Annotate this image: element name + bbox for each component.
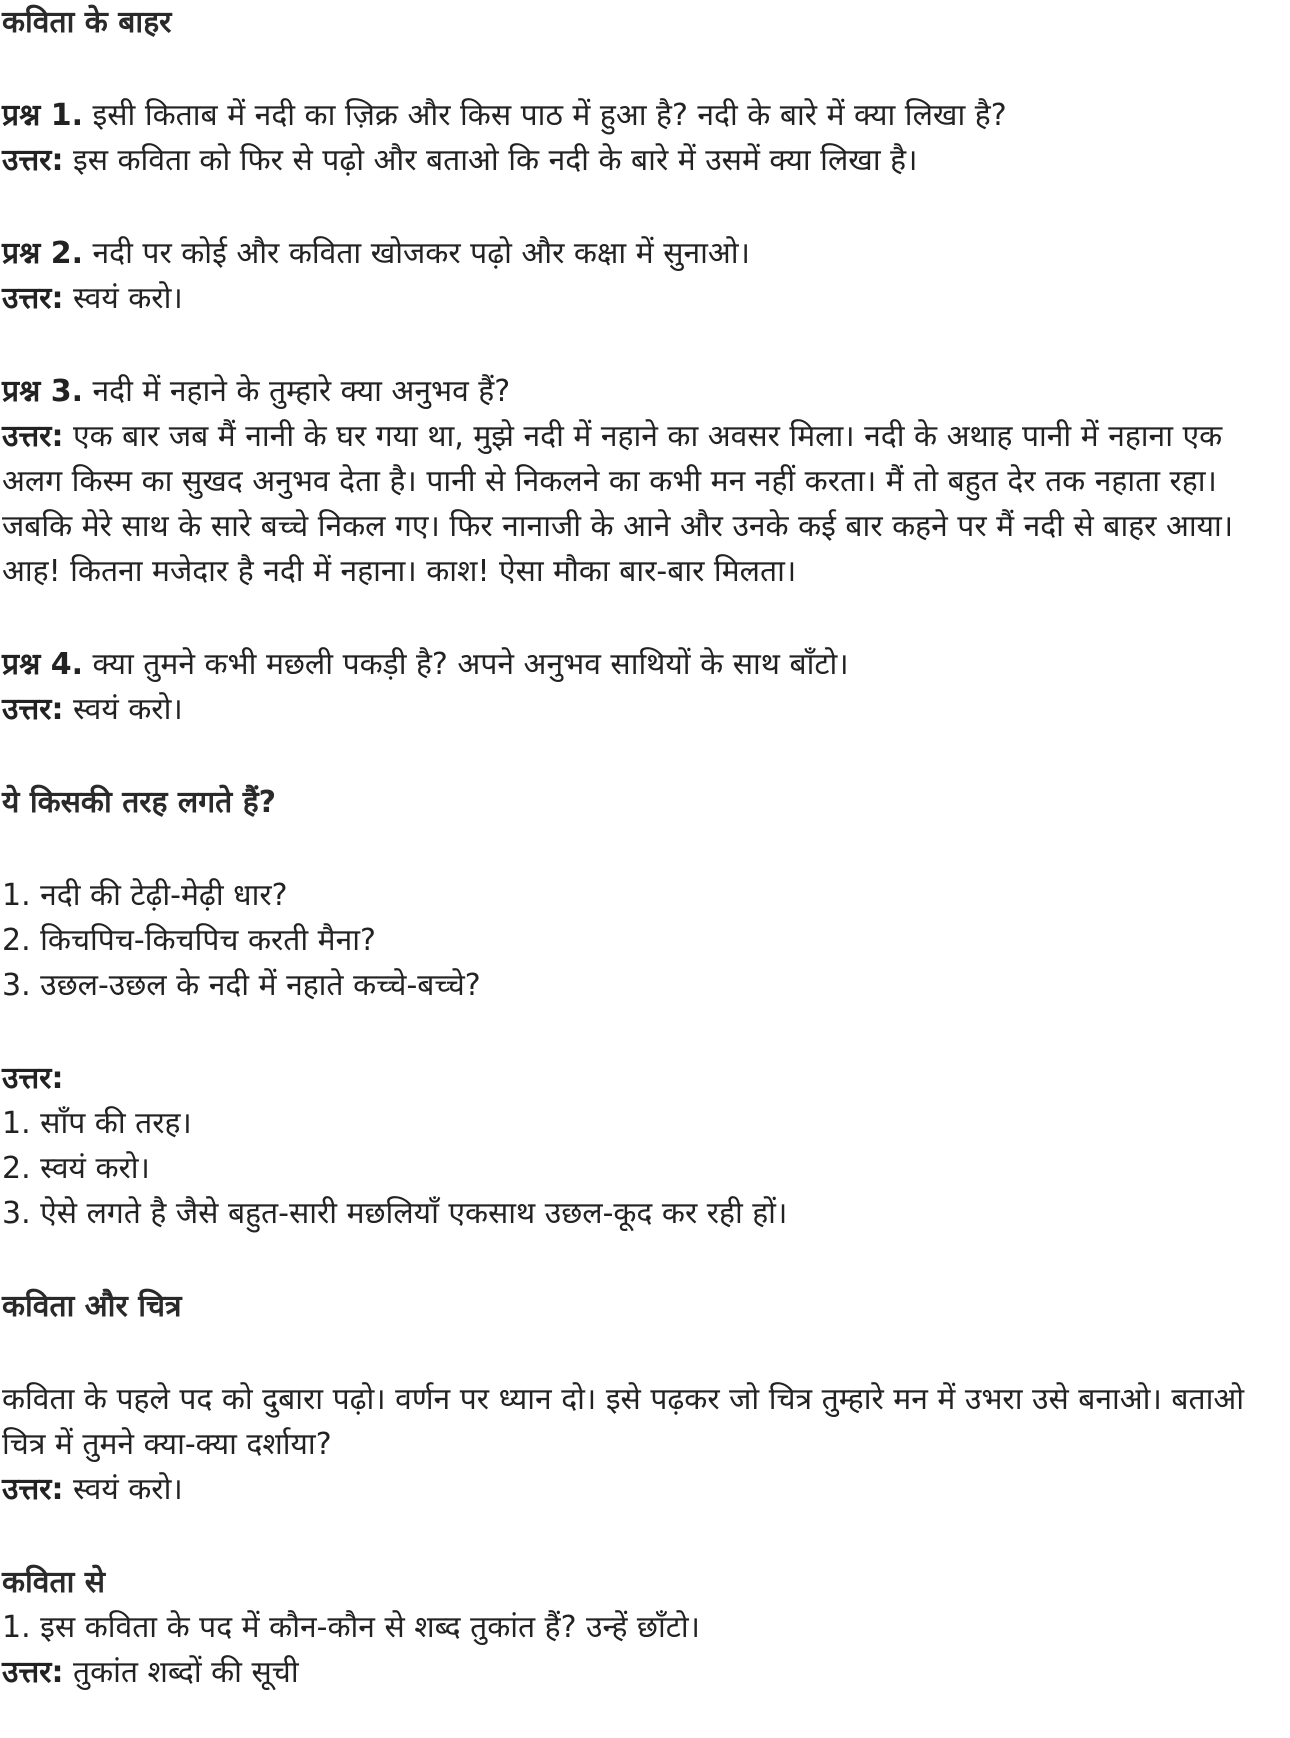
list-item: 2. किचपिच-किचपिच करती मैना? (2, 923, 376, 958)
answer-text: स्वयं करो। (63, 1472, 183, 1507)
section-heading-kiski-tarah: ये किसकी तरह लगते हैं? (2, 785, 277, 820)
list-item: 1. नदी की टेढ़ी-मेढ़ी धार? (2, 878, 288, 913)
answer-text: स्वयं करो। (63, 692, 183, 727)
question-text: नदी पर कोई और कविता खोजकर पढ़ो और कक्षा में सुनाओ। (83, 236, 750, 271)
question-2 (2, 231, 1286, 276)
answer-text: तुकांत शब्दों की सूची (63, 1655, 299, 1690)
question-text: नदी में नहाने के तुम्हारे क्या अनुभव हैं? (83, 374, 511, 409)
answer-label: उत्तर: (2, 281, 64, 316)
section-heading-kavita-aur-chitra: कविता और चित्र (2, 1289, 182, 1324)
answer-item: 2. स्वयं करो। (2, 1151, 150, 1186)
answer-1 (2, 138, 1286, 183)
question-label: प्रश्न 3. (2, 374, 83, 409)
section-text: कविता के पहले पद को दुबारा पढ़ो। वर्णन पर ध्यान दो। इसे पढ़कर जो चित्र तुम्हारे मन में उभरा उसे बनाओ। बताओ चित्र में तुमने क्या-क्या दर्शाया? (2, 1382, 1245, 1462)
question-4 (2, 642, 1286, 687)
question-text: इसी किताब में नदी का ज़िक्र और किस पाठ में हुआ है? नदी के बारे में क्या लिखा है? (83, 98, 1007, 133)
answer-label: उत्तर: (2, 143, 64, 178)
answer-item: 3. ऐसे लगते है जैसे बहुत-सारी मछलियाँ एकसाथ उछल-कूद कर रही हों। (2, 1196, 788, 1231)
section-heading-kavita-se: कविता से (2, 1565, 106, 1600)
answer-item: 1. साँप की तरह। (2, 1106, 192, 1141)
answer-1 (2, 1650, 1286, 1695)
question-3 (2, 369, 1286, 414)
answer-3 (2, 414, 1286, 594)
answer-text: इस कविता को फिर से पढ़ो और बताओ कि नदी के बारे में उसमें क्या लिखा है। (63, 143, 918, 178)
question-text: क्या तुमने कभी मछली पकड़ी है? अपने अनुभव साथियों के साथ बाँटो। (83, 647, 849, 682)
question-label: प्रश्न 4. (2, 647, 83, 682)
answer-text: स्वयं करो। (63, 281, 183, 316)
answer-text: एक बार जब मैं नानी के घर गया था, मुझे नदी में नहाने का अवसर मिला। नदी के अथाह पानी में नहाना एक अलग किस्म का सुखद अनुभव देता है। पानी से निकलने का कभी मन नहीं करता। मैं तो बहुत देर तक नहाता रहा। जबकि मेरे साथ के सारे बच्चे निकल गए। फिर नानाजी के आने और उनके कई बार कहने पर मैं नदी से बाहर आया। आह! कितना मजेदार है नदी में नहाना। काश! ऐसा मौका बार-बार मिलता। (2, 419, 1234, 589)
section-heading-kavita-ke-bahar: कविता के बाहर (2, 5, 172, 40)
answer-label: उत्तर: (2, 1472, 64, 1507)
question-label: प्रश्न 1. (2, 98, 83, 133)
answer-label: उत्तर: (2, 1061, 64, 1096)
answer-label: उत्तर: (2, 419, 64, 454)
list-item: 3. उछल-उछल के नदी में नहाते कच्चे-बच्चे? (2, 968, 481, 1003)
answer-2 (2, 276, 1286, 321)
question-1: 1. इस कविता के पद में कौन-कौन से शब्द तुकांत हैं? उन्हें छाँटो। (2, 1610, 700, 1645)
answer-4 (2, 687, 1286, 732)
answer (2, 1467, 1286, 1512)
question-1 (2, 93, 1286, 138)
answer-label: उत्तर: (2, 1655, 64, 1690)
question-label: प्रश्न 2. (2, 236, 83, 271)
answer-label: उत्तर: (2, 692, 64, 727)
